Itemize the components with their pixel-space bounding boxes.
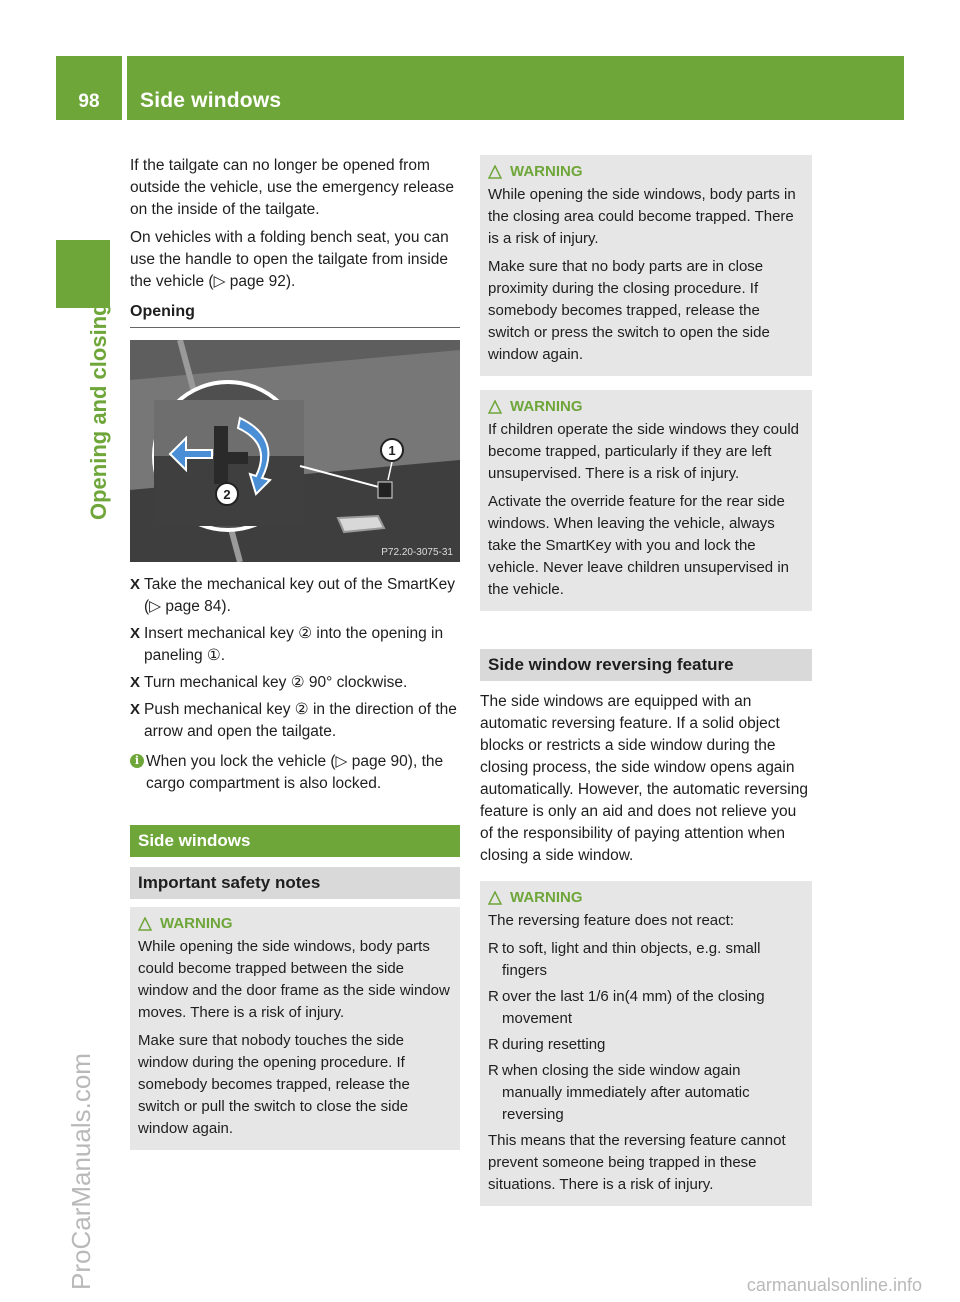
bullet-item xyxy=(488,1034,804,1056)
reversing-feature-description: The side windows are equipped with an automatic reversing feature. If a solid object blocks or restricts a side window during the closing process, the side window opens again automatically. However, the automatic reversing feature is only an aid and does not relieve you of the responsibility of paying attention when closing a side window. xyxy=(480,693,808,864)
warning-title xyxy=(138,915,452,932)
watermark-bottom: carmanualsonline.info xyxy=(746,1275,922,1295)
step-item xyxy=(130,672,460,694)
warning-box xyxy=(130,907,460,1150)
step-text: Push mechanical key ② in the direction of the arrow and open the tailgate. xyxy=(144,701,457,740)
step-item xyxy=(130,623,460,667)
intro-paragraph-1: If the tailgate can no longer be opened from outside the vehicle, use the emergency release on the inside of the tailgate. xyxy=(130,157,454,218)
bullet-text: over the last 1/6 in(4 mm) of the closing movement xyxy=(502,988,765,1027)
bullet-marker-icon: R xyxy=(488,1062,499,1079)
step-marker-icon: X xyxy=(130,701,141,718)
intro-paragraph-2: On vehicles with a folding bench seat, you can use the handle to open the tailgate from inside the vehicle (▷ page 92). xyxy=(130,229,449,290)
warning-title xyxy=(488,163,804,180)
subsection-title-safety-notes: Important safety notes xyxy=(130,867,460,899)
warning-box-reversing xyxy=(480,881,812,1206)
info-note xyxy=(130,751,460,795)
step-item xyxy=(130,574,460,618)
warning-paragraph: If children operate the side windows they could become trapped, particularly if they are left unsupervised. There is a risk of injury. xyxy=(488,421,800,482)
step-text: Insert mechanical key ② into the opening in paneling ①. xyxy=(144,625,444,664)
bullet-item xyxy=(488,1060,804,1126)
bullet-text: when closing the side window again manually immediately after automatic reversing xyxy=(502,1062,750,1123)
bullet-marker-icon: R xyxy=(488,988,499,1005)
warning-paragraph: Make sure that nobody touches the side window during the opening procedure. If somebody becomes trapped, release the switch or pull the switch to close the side window again. xyxy=(138,1032,410,1137)
header-section-title: Side windows xyxy=(140,89,282,112)
photo-illustration xyxy=(130,340,460,562)
warning-intro: The reversing feature does not react: xyxy=(488,912,734,929)
warning-paragraph: While opening the side windows, body parts could become trapped between the side window and the door frame as the side window moves. There is a risk of injury. xyxy=(138,938,450,1021)
right-column xyxy=(480,155,812,1206)
opening-heading: Opening xyxy=(130,303,460,328)
warning-title-text: WARNING xyxy=(160,915,233,932)
bullet-marker-icon: R xyxy=(488,1036,499,1053)
warning-title xyxy=(488,398,804,415)
bullet-text: during resetting xyxy=(502,1036,606,1053)
side-tab-block xyxy=(56,240,110,308)
bullet-item xyxy=(488,938,804,982)
warning-box-children xyxy=(480,390,812,611)
step-marker-icon: X xyxy=(130,625,141,642)
warning-title-text: WARNING xyxy=(510,163,583,180)
side-tab-label: Opening and closing xyxy=(86,302,111,520)
warning-paragraph: Make sure that no body parts are in close proximity during the closing procedure. If somebody becomes trapped, release the switch or press the switch to open the side window again. xyxy=(488,258,770,363)
watermark-side: ProCarManuals.com xyxy=(66,1053,96,1290)
section-title-side-windows: Side windows xyxy=(130,825,460,857)
warning-paragraph: While opening the side windows, body parts in the closing area could become trapped. There is a risk of injury. xyxy=(488,186,796,247)
info-text: When you lock the vehicle (▷ page 90), the cargo compartment is also locked. xyxy=(146,753,444,792)
photo-callout-1: 1 xyxy=(388,443,396,458)
warning-triangle-icon xyxy=(488,891,502,905)
warning-paragraph: Activate the override feature for the rear side windows. When leaving the vehicle, always take the SmartKey with you and lock the vehicle. Never leave children unsupervised in the vehicle. xyxy=(488,493,789,598)
step-item xyxy=(130,699,460,743)
step-marker-icon: X xyxy=(130,674,141,691)
warning-title-text: WARNING xyxy=(510,889,583,906)
warning-triangle-icon xyxy=(488,165,502,179)
bullet-marker-icon: R xyxy=(488,940,499,957)
warning-title xyxy=(488,889,804,906)
photo-callout-2: 2 xyxy=(223,487,231,502)
warning-box-closing-area xyxy=(480,155,812,376)
photo-reference-code: P72.20-3075-31 xyxy=(381,547,453,558)
bullet-text: to soft, light and thin objects, e.g. small fingers xyxy=(502,940,761,979)
warning-title-text: WARNING xyxy=(510,398,583,415)
left-column xyxy=(130,155,460,1150)
warning-triangle-icon xyxy=(138,917,152,931)
warning-triangle-icon xyxy=(488,400,502,414)
tailgate-emergency-release-photo xyxy=(130,340,460,562)
opening-steps xyxy=(130,574,460,743)
bullet-item xyxy=(488,986,804,1030)
step-text: Turn mechanical key ② 90° clockwise. xyxy=(144,674,408,691)
step-text: Take the mechanical key out of the SmartKey (▷ page 84). xyxy=(144,576,456,615)
warning-outro: This means that the reversing feature cannot prevent someone being trapped in these situations. There is a risk of injury. xyxy=(488,1132,786,1193)
page-number: 98 xyxy=(78,91,100,112)
subsection-title-reversing-feature: Side window reversing feature xyxy=(480,649,812,681)
info-icon: i xyxy=(130,754,144,768)
step-marker-icon: X xyxy=(130,576,141,593)
